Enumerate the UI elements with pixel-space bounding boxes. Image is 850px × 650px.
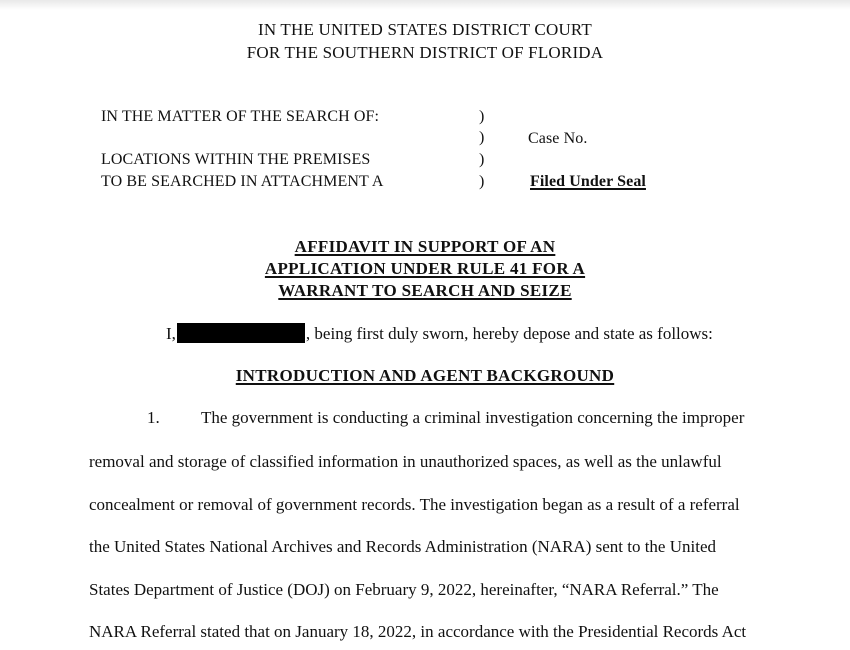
caption-paren: ) xyxy=(479,151,485,168)
section-heading: INTRODUCTION AND AGENT BACKGROUND xyxy=(235,366,615,385)
matter-line1: IN THE MATTER OF THE SEARCH OF: xyxy=(101,108,380,125)
title-line1: AFFIDAVIT IN SUPPORT OF AN xyxy=(294,237,556,256)
oath-prefix: I, xyxy=(166,324,176,343)
page-top-edge xyxy=(0,0,850,10)
caption-paren: ) xyxy=(479,173,485,190)
paragraph-line: the United States National Archives and Records Administration (NARA) sent to the United xyxy=(89,537,716,556)
title-line3: WARRANT TO SEARCH AND SEIZE xyxy=(278,281,572,300)
case-no-label: Case No. xyxy=(528,130,588,147)
paragraph-number: 1. xyxy=(147,408,160,427)
paragraph-line: concealment or removal of government records. The investigation began as a result of a referral xyxy=(89,495,740,514)
matter-line2: LOCATIONS WITHIN THE PREMISES xyxy=(101,151,371,168)
paragraph-line: NARA Referral stated that on January 18, 2022, in accordance with the Presidential Records Act xyxy=(89,622,747,641)
court-header-line2: FOR THE SOUTHERN DISTRICT OF FLORIDA xyxy=(246,43,604,62)
redacted-name-block xyxy=(177,323,305,343)
caption-paren: ) xyxy=(479,108,485,125)
paragraph-line: States Department of Justice (DOJ) on February 9, 2022, hereinafter, “NARA Referral.” The xyxy=(89,580,719,599)
matter-line3: TO BE SEARCHED IN ATTACHMENT A xyxy=(101,173,384,190)
filed-under-seal: Filed Under Seal xyxy=(530,173,646,190)
oath-line xyxy=(166,323,713,344)
caption-paren: ) xyxy=(479,129,485,146)
court-header-line1: IN THE UNITED STATES DISTRICT COURT xyxy=(257,20,593,39)
paragraph-line: The government is conducting a criminal investigation concerning the improper xyxy=(201,408,745,427)
paragraph-line: removal and storage of classified information in unauthorized spaces, as well as the unlawful xyxy=(89,452,722,471)
title-line2: APPLICATION UNDER RULE 41 FOR A xyxy=(264,259,586,278)
oath-suffix: , being first duly sworn, hereby depose and state as follows: xyxy=(305,324,713,343)
